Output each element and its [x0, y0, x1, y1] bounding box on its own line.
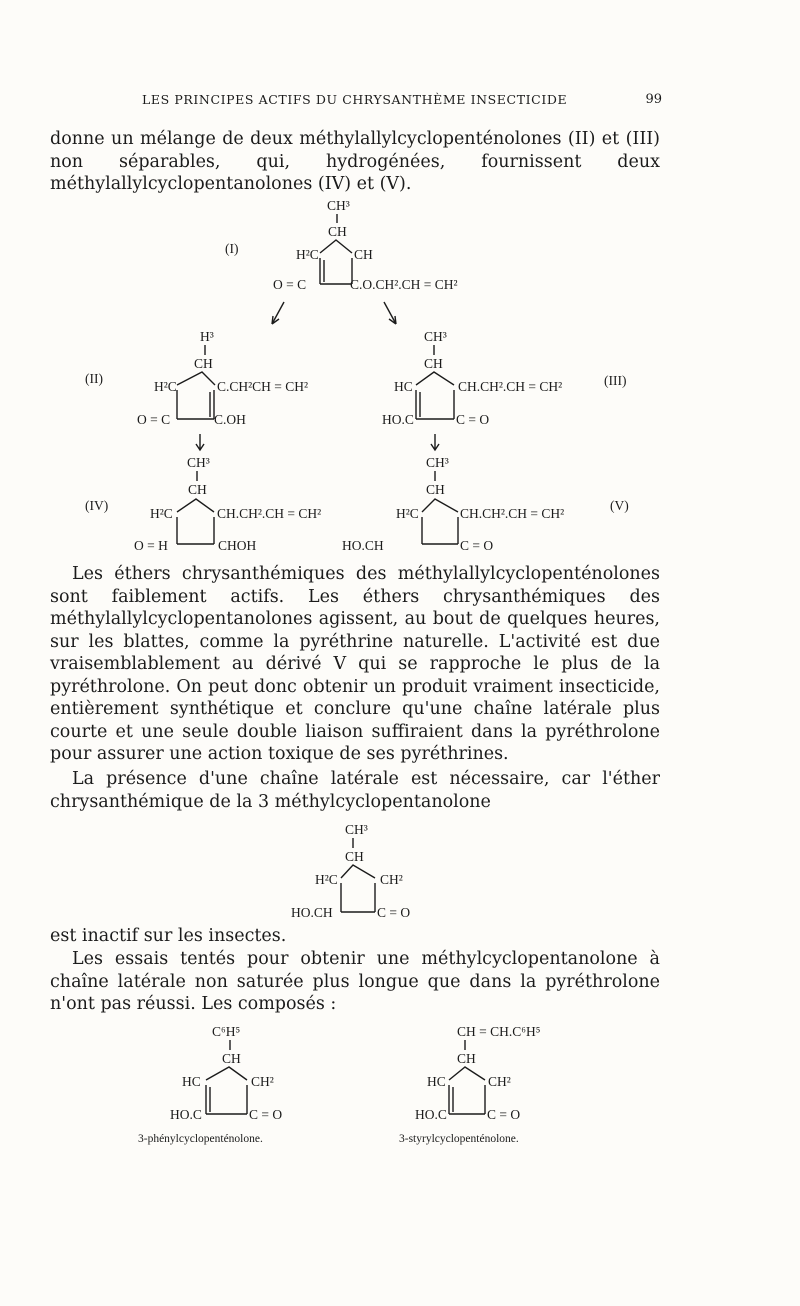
- formula-styrylcyclopentenolone: [385, 1022, 615, 1152]
- formula-caption: 3-styrylcyclopenténolone.: [399, 1133, 519, 1145]
- formula-ch: CH: [194, 356, 213, 371]
- paragraph-2: Les éthers chrysanthémiques des méthylallylcyclopenténolones sont faiblement actifs. Les éthers chrysanthémiques des méthylallylcyclopentanolones agissent, au bout de quelques heures, sur les blattes, comme la pyréthrine naturelle. L'activité est due vraisemblablement au dérivé V qui se rapproche le plus de la pyréthrolone. On peut donc obtenir un produit vraiment insecticide, entièrement synthétique et conclure qu'une chaîne latérale plus courte et une seule double liaison suffiraient dans la pyréthrolone pour assurer une action toxique de ses pyréthrines.: [50, 564, 660, 764]
- formula-methyl: CH³: [187, 455, 210, 470]
- arrow-down-icon: [431, 434, 439, 450]
- formula-bottom-right: C.OH: [214, 412, 246, 427]
- formula-left: H²C: [315, 872, 338, 887]
- formula-label: (IV): [85, 498, 109, 513]
- formula-label: (III): [604, 373, 627, 388]
- arrow-right-icon: [384, 302, 396, 324]
- formula-substituent: CH = CH.C⁶H⁵: [457, 1024, 541, 1039]
- formula-bottom-right: CHOH: [218, 538, 257, 553]
- formula-left: H²C: [154, 379, 177, 394]
- formula-left: H²C: [150, 506, 173, 521]
- running-header: [142, 92, 662, 114]
- formula-label: (V): [610, 498, 629, 513]
- formula-bottom-right: C = O: [249, 1107, 283, 1122]
- formula-bottom-left: HO.C: [415, 1107, 447, 1122]
- formula-right: C.CH²CH = CH²: [217, 379, 309, 394]
- formula-right: CH²: [380, 872, 403, 887]
- formula-I: [225, 196, 525, 300]
- page-number: 99: [645, 92, 662, 107]
- formula-left: H²C: [296, 247, 319, 262]
- paragraph-3: La présence d'une chaîne latérale est nécessaire, car l'éther chrysanthémique de la 3 méthylcyclopentanolone: [50, 769, 660, 812]
- formula-right: CH.CH².CH = CH²: [460, 506, 565, 521]
- formula-methyl: CH³: [345, 822, 368, 837]
- formula-methyl: CH³: [426, 455, 449, 470]
- formula-bottom-right: C.O.CH².CH = CH²: [350, 277, 458, 292]
- formula-bottom-left: O = C: [273, 277, 307, 292]
- formula-right: CH.CH².CH = CH²: [217, 506, 322, 521]
- formula-bottom-left: HO.CH: [342, 538, 384, 553]
- paragraph-5: Les essais tentés pour obtenir une méthylcyclopentanolone à chaîne latérale non saturée plus longue que dans la pyréthrolone n'ont pas réussi. Les composés :: [50, 949, 660, 1014]
- formula-label: (I): [225, 241, 239, 256]
- formula-II: [85, 327, 385, 432]
- formula-right: CH²: [251, 1074, 274, 1089]
- formula-label: (II): [85, 371, 103, 386]
- formula-bottom-left: HO.C: [170, 1107, 202, 1122]
- formula-ch: CH: [222, 1051, 241, 1066]
- formula-bottom-left: HO.C: [382, 412, 414, 427]
- formula-III: [380, 327, 670, 432]
- paragraph-1: donne un mélange de deux méthylallylcyclopenténolones (II) et (III) non séparables, qui, hydrogénées, fournissent deux méthylallylcyclopentanolones (IV) et (V).: [50, 129, 660, 194]
- formula-V: [340, 452, 670, 557]
- formula-ch: CH: [424, 356, 443, 371]
- formula-methyl: CH³: [327, 198, 350, 213]
- formula-methyl: H³: [200, 329, 214, 344]
- paragraph-4: est inactif sur les insectes.: [50, 926, 287, 946]
- formula-right: CH²: [488, 1074, 511, 1089]
- formula-substituent: C⁶H⁵: [212, 1024, 241, 1039]
- formula-ch: CH: [457, 1051, 476, 1066]
- formula-ch: CH: [328, 224, 347, 239]
- arrow-left-icon: [272, 302, 284, 324]
- formula-left: HC: [394, 379, 413, 394]
- formula-caption: 3-phénylcyclopenténolone.: [138, 1133, 263, 1145]
- formula-left: HC: [182, 1074, 201, 1089]
- formula-left: HC: [427, 1074, 446, 1089]
- formula-methyl: CH³: [424, 329, 447, 344]
- formula-bottom-left: HO.CH: [291, 905, 333, 920]
- running-title: LES PRINCIPES ACTIFS DU CHRYSANTHÈME INSECTICIDE: [142, 92, 568, 107]
- formula-bottom-right: C = O: [487, 1107, 521, 1122]
- formula-bottom-left: O = C: [137, 412, 171, 427]
- arrow-down-icon: [196, 434, 204, 450]
- formula-bottom-left: O = H: [134, 538, 168, 553]
- formula-bottom-right: C = O: [456, 412, 490, 427]
- formula-ch: CH: [426, 482, 445, 497]
- formula-bottom-right: C = O: [377, 905, 411, 920]
- formula-phenylcyclopentenolone: [130, 1022, 350, 1152]
- reaction-arrows-I: [262, 300, 412, 330]
- formula-ch: CH: [345, 849, 364, 864]
- formula-ch: CH: [188, 482, 207, 497]
- formula-left: H²C: [396, 506, 419, 521]
- formula-right: CH: [354, 247, 373, 262]
- formula-right: CH.CH².CH = CH²: [458, 379, 563, 394]
- formula-methylcyclopentanolone: [285, 820, 465, 924]
- formula-bottom-right: C = O: [460, 538, 494, 553]
